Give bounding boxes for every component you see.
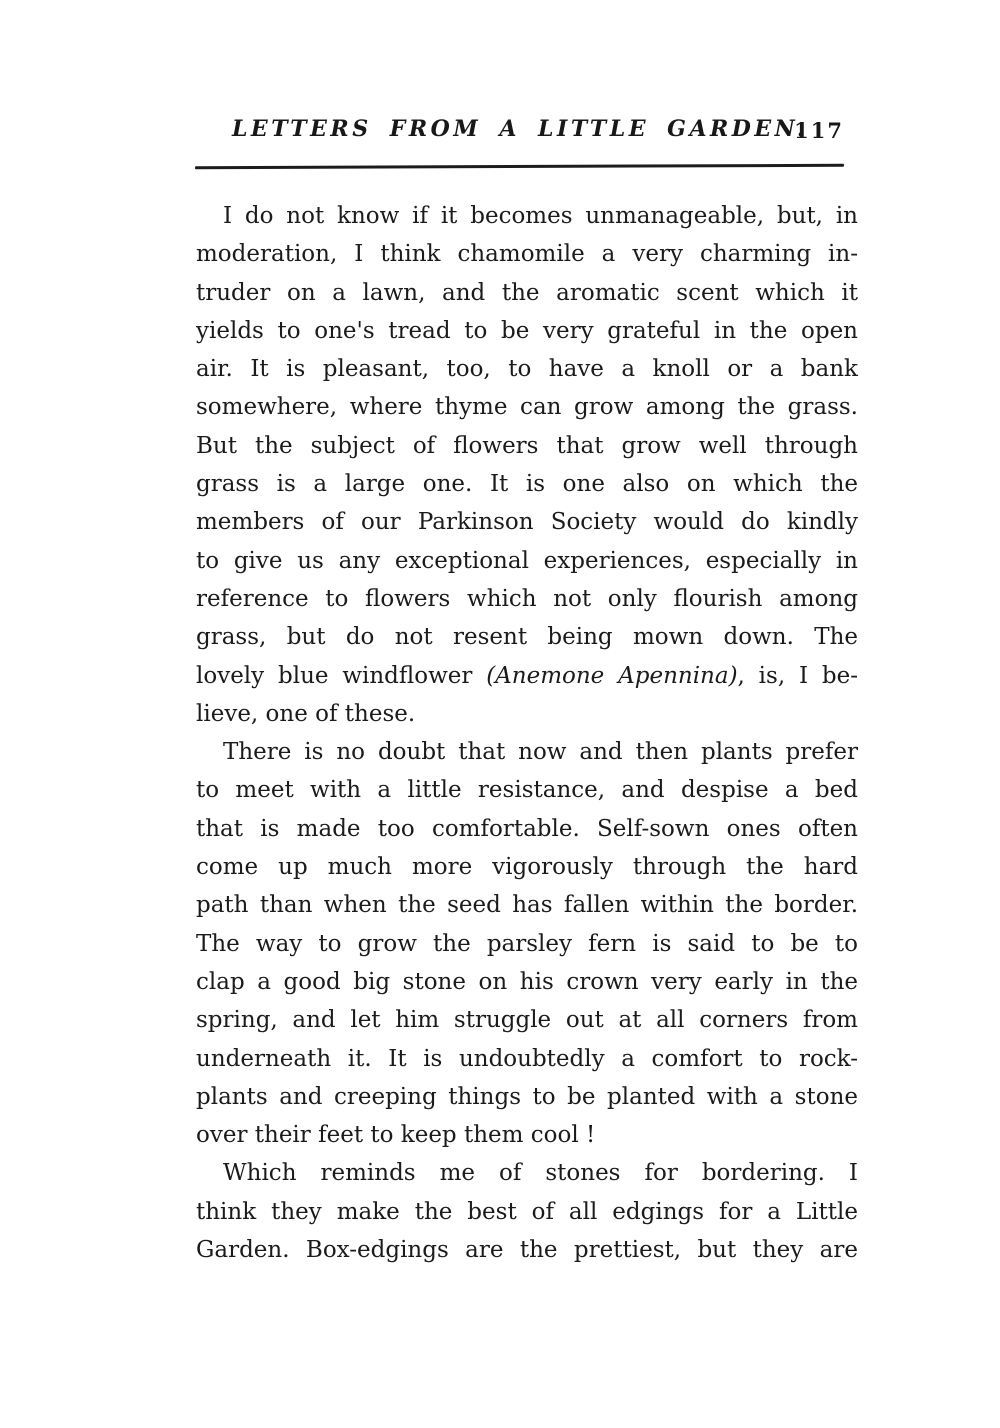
text-segment: lieve, one of these. (196, 700, 416, 727)
text-line (196, 1193, 858, 1231)
text-segment: moderation, I think chamomile a very charming in- (196, 241, 858, 268)
text-segment: But the subject of flowers that grow well through (196, 432, 858, 459)
text-line (196, 848, 858, 886)
text-segment: somewhere, where thyme can grow among the grass. (196, 394, 858, 421)
text-segment: to give us any exceptional experiences, especially in (196, 547, 858, 574)
text-segment: think they make the best of all edgings for a Little (196, 1198, 858, 1225)
text-segment: come up much more vigorously through the hard (196, 854, 858, 881)
text-line (196, 657, 858, 695)
text-line (196, 542, 858, 580)
text-segment: truder on a lawn, and the aromatic scent which it (196, 279, 858, 306)
latin-name-text: (Anemone Apennina) (486, 662, 738, 689)
page-header (196, 116, 844, 150)
text-line (196, 1231, 858, 1269)
text-segment: The way to grow the parsley fern is said to be to (196, 930, 858, 957)
text-line (196, 274, 858, 312)
page-number: 117 (794, 118, 844, 143)
text-segment: underneath it. It is undoubtedly a comfort to rock- (196, 1045, 858, 1072)
paragraph (196, 733, 858, 1154)
text-segment: There is no doubt that now and then plants prefer (223, 739, 858, 766)
text-line (196, 350, 858, 388)
text-segment: plants and creeping things to be planted with a stone (196, 1083, 858, 1110)
text-line (196, 1078, 858, 1116)
text-segment: Garden. Box-edgings are the prettiest, but they are (196, 1237, 858, 1264)
text-line (196, 771, 858, 809)
text-line (196, 963, 858, 1001)
text-segment: reference to flowers which not only flourish among (196, 585, 858, 612)
text-line (196, 427, 858, 465)
text-segment: spring, and let him struggle out at all corners from (196, 1007, 858, 1034)
text-line (196, 925, 858, 963)
body-text (196, 197, 858, 1269)
text-line (196, 886, 858, 924)
text-line (196, 1154, 858, 1192)
text-line (196, 810, 858, 848)
header-rule (195, 164, 844, 169)
text-line (196, 197, 858, 235)
text-line (196, 1001, 858, 1039)
text-line (196, 695, 858, 733)
text-segment: clap a good big stone on his crown very early in the (196, 968, 858, 995)
text-segment: grass, but do not resent being mown down. The (196, 624, 858, 651)
text-line (196, 465, 858, 503)
text-line (196, 503, 858, 541)
text-line (196, 580, 858, 618)
text-line (196, 235, 858, 273)
text-segment: over their feet to keep them cool ! (196, 1122, 596, 1149)
text-segment: air. It is pleasant, too, to have a knoll or a bank (196, 356, 858, 383)
text-segment: I do not know if it becomes unmanageable, but, in (223, 203, 858, 229)
text-line (196, 733, 858, 771)
text-line (196, 312, 858, 350)
paragraph (196, 197, 858, 733)
text-segment: Which reminds me of stones for bordering. I (223, 1160, 858, 1187)
text-segment: lovely blue windflower (196, 662, 487, 689)
text-line (196, 1116, 858, 1154)
text-segment: that is made too comfortable. Self-sown ones often (196, 815, 858, 842)
text-line (196, 618, 858, 656)
text-segment: to meet with a little resistance, and despise a bed (196, 777, 858, 804)
text-segment: , is, I be- (737, 662, 858, 689)
text-segment: members of our Parkinson Society would do kindly (196, 509, 858, 536)
text-segment: yields to one's tread to be very grateful in the open (196, 317, 858, 344)
paragraph (196, 1154, 858, 1269)
text-segment: grass is a large one. It is one also on which the (196, 471, 858, 498)
text-line (196, 1040, 858, 1078)
text-segment: path than when the seed has fallen within the border. (196, 892, 858, 919)
text-line (196, 388, 858, 426)
running-title: LETTERS FROM A LITTLE GARDEN. (231, 116, 809, 142)
